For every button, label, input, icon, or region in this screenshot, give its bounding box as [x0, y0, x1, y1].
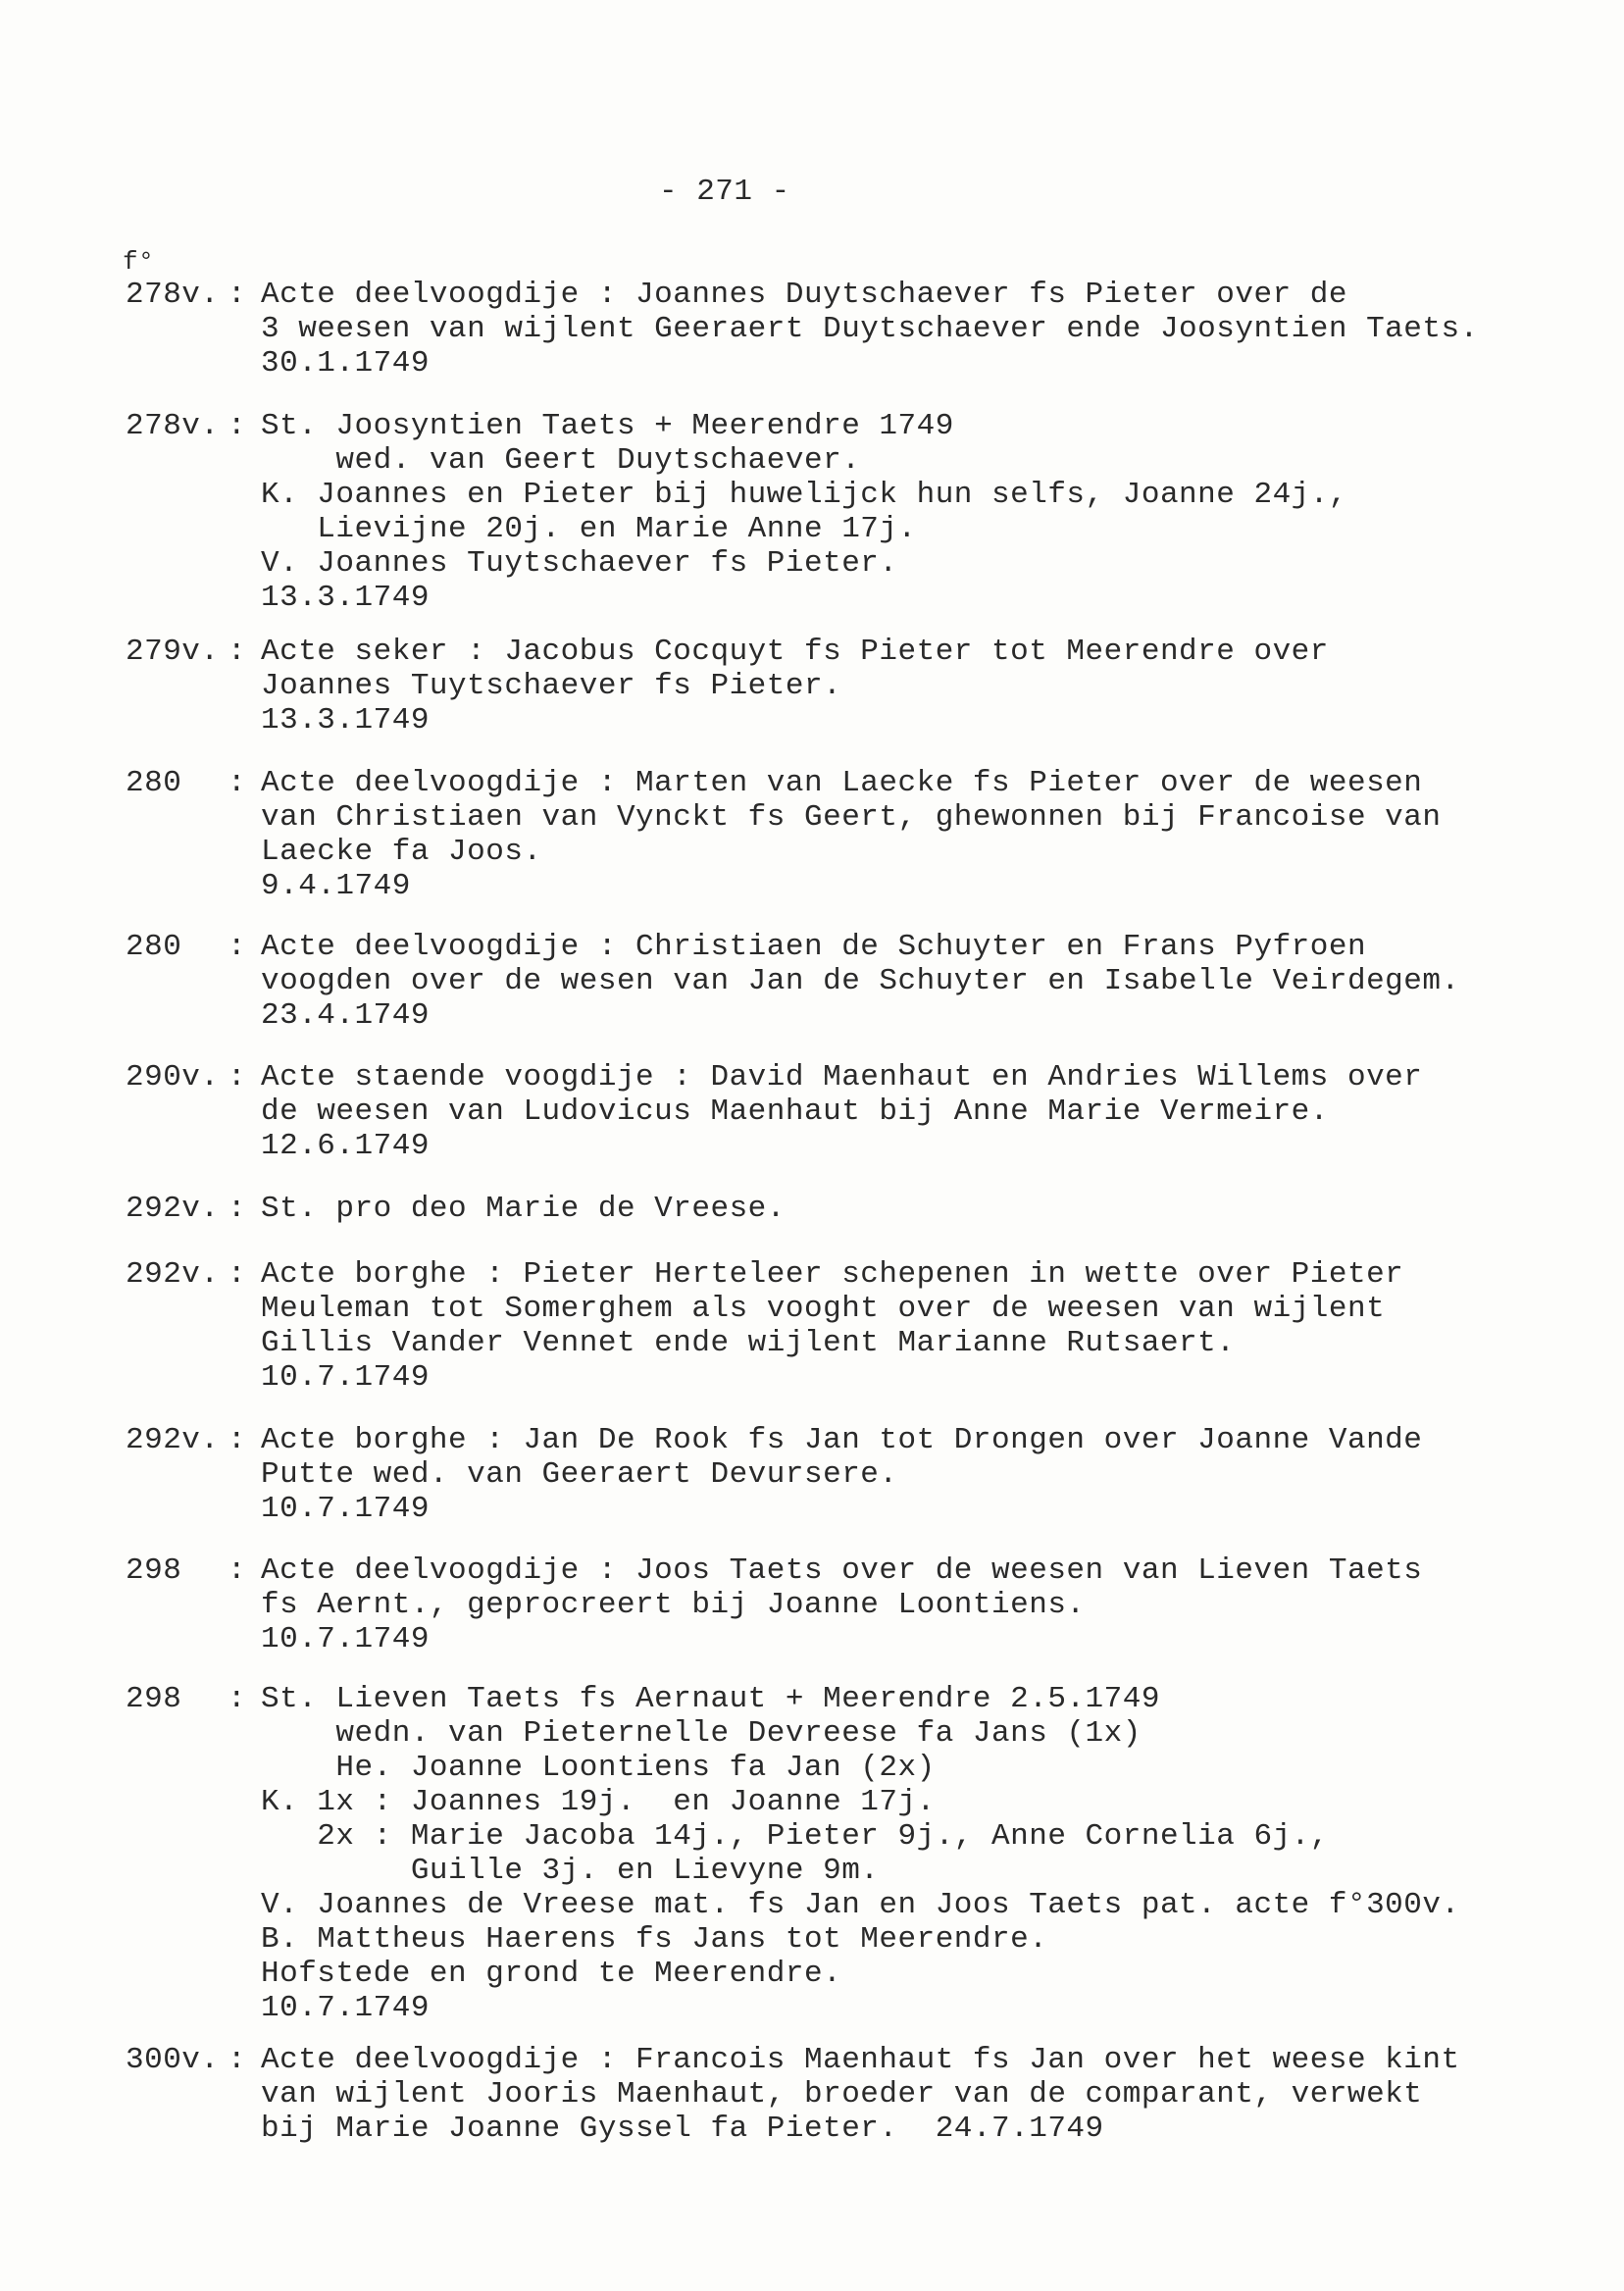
entry-line: Acte deelvoogdije : Christiaen de Schuyter en Frans Pyfroen	[261, 930, 1367, 964]
entry-text	[261, 409, 1614, 615]
entry-line: 13.3.1749	[261, 581, 430, 615]
entry-line: St. Lieven Taets fs Aernaut + Meerendre 2.5.1749	[261, 1682, 1160, 1716]
entry-text	[261, 766, 1614, 903]
entry-line: Guille 3j. en Lievyne 9m.	[261, 1854, 880, 1888]
entry-folio: 290v.	[126, 1060, 220, 1095]
entry-line: Acte deelvoogdije : Marten van Laecke fs Pieter over de weesen	[261, 766, 1423, 800]
entry-text	[261, 1257, 1614, 1395]
entry-line: de weesen van Ludovicus Maenhaut bij Anne Marie Vermeire.	[261, 1095, 1329, 1129]
entry-line: He. Joanne Loontiens fa Jan (2x)	[261, 1751, 936, 1785]
entry-line: van Christiaen van Vynckt fs Geert, ghewonnen bij Francoise van	[261, 800, 1442, 835]
entry-text	[261, 635, 1614, 738]
entry-separator: :	[228, 930, 247, 964]
entry-line: Gillis Vander Vennet ende wijlent Marianne Rutsaert.	[261, 1326, 1236, 1360]
entry-line: 13.3.1749	[261, 703, 430, 738]
entry-line: 10.7.1749	[261, 1492, 430, 1526]
entry-line: fs Aernt., geprocreert bij Joanne Loontiens.	[261, 1588, 1086, 1622]
entry-separator: :	[228, 409, 247, 443]
entry-line: V. Joannes Tuytschaever fs Pieter.	[261, 546, 898, 581]
entry-line: wed. van Geert Duytschaever.	[261, 443, 861, 478]
entry-folio: 292v.	[126, 1423, 220, 1457]
entry-line: Acte deelvoogdije : Francois Maenhaut fs Jan over het weese kint	[261, 2043, 1460, 2077]
entry-separator: :	[228, 1060, 247, 1095]
entry-line: V. Joannes de Vreese mat. fs Jan en Joos Taets pat. acte f°300v.	[261, 1888, 1460, 1922]
entry-text	[261, 1682, 1614, 2025]
entry-line: 2x : Marie Jacoba 14j., Pieter 9j., Anne Cornelia 6j.,	[261, 1819, 1329, 1854]
entry-text	[261, 1423, 1614, 1526]
entry-line: Joannes Tuytschaever fs Pieter.	[261, 669, 842, 703]
entry-folio: 278v.	[126, 409, 220, 443]
entry-line: Lievijne 20j. en Marie Anne 17j.	[261, 512, 917, 546]
entry-folio: 298	[126, 1553, 182, 1588]
entry-line: Acte deelvoogdije : Joannes Duytschaever fs Pieter over de	[261, 278, 1347, 312]
entry-folio: 298	[126, 1682, 182, 1716]
entry-line: K. 1x : Joannes 19j. en Joanne 17j.	[261, 1785, 936, 1819]
entry-line: 10.7.1749	[261, 1360, 430, 1395]
entry-separator: :	[228, 635, 247, 669]
entry-separator: :	[228, 1192, 247, 1226]
entry-line: Acte deelvoogdije : Joos Taets over de weesen van Lieven Taets	[261, 1553, 1423, 1588]
entry-line: Putte wed. van Geeraert Devursere.	[261, 1457, 898, 1492]
entry-separator: :	[228, 2043, 247, 2077]
entry-line: 9.4.1749	[261, 869, 411, 903]
entry-text	[261, 1060, 1614, 1163]
entry-folio: 292v.	[126, 1257, 220, 1292]
entry-line: 30.1.1749	[261, 346, 430, 381]
entry-line: Acte staende voogdije : David Maenhaut en Andries Willems over	[261, 1060, 1423, 1095]
entry-line: 23.4.1749	[261, 998, 430, 1033]
entry-folio: 300v.	[126, 2043, 220, 2077]
entry-line: 12.6.1749	[261, 1129, 430, 1163]
entry-separator: :	[228, 1423, 247, 1457]
entry-separator: :	[228, 278, 247, 312]
entry-folio: 279v.	[126, 635, 220, 669]
entry-line: bij Marie Joanne Gyssel fa Pieter. 24.7.1749	[261, 2112, 1104, 2146]
entry-separator: :	[228, 766, 247, 800]
entry-folio: 280	[126, 930, 182, 964]
entry-folio: 278v.	[126, 278, 220, 312]
entry-line: Acte borghe : Pieter Herteleer schepenen in wette over Pieter	[261, 1257, 1404, 1292]
entry-line: Acte borghe : Jan De Rook fs Jan tot Drongen over Joanne Vande	[261, 1423, 1423, 1457]
entry-text	[261, 1553, 1614, 1656]
entry-line: Laecke fa Joos.	[261, 835, 542, 869]
entry-folio: 280	[126, 766, 182, 800]
entry-line: St. pro deo Marie de Vreese.	[261, 1192, 786, 1226]
entry-text	[261, 278, 1614, 381]
entry-line: 10.7.1749	[261, 1991, 430, 2025]
entry-text	[261, 2043, 1614, 2146]
folio-header: f°	[123, 247, 155, 277]
entry-line: B. Mattheus Haerens fs Jans tot Meerendre.	[261, 1922, 1048, 1957]
entry-separator: :	[228, 1257, 247, 1292]
entry-line: Meuleman tot Somerghem als vooght over de weesen van wijlent	[261, 1292, 1386, 1326]
entry-line: K. Joannes en Pieter bij huwelijck hun selfs, Joanne 24j.,	[261, 478, 1347, 512]
entry-line: 3 weesen van wijlent Geeraert Duytschaever ende Joosyntien Taets.	[261, 312, 1479, 346]
entry-line: 10.7.1749	[261, 1622, 430, 1656]
entry-text	[261, 1192, 1614, 1226]
page-number: - 271 -	[659, 175, 790, 209]
entry-separator: :	[228, 1682, 247, 1716]
entry-line: wedn. van Pieternelle Devreese fa Jans (1x)	[261, 1716, 1142, 1751]
entry-line: van wijlent Jooris Maenhaut, broeder van de comparant, verwekt	[261, 2077, 1423, 2112]
entry-separator: :	[228, 1553, 247, 1588]
entry-line: voogden over de wesen van Jan de Schuyter en Isabelle Veirdegem.	[261, 964, 1460, 998]
entry-line: Hofstede en grond te Meerendre.	[261, 1957, 842, 1991]
entry-text	[261, 930, 1614, 1033]
entry-folio: 292v.	[126, 1192, 220, 1226]
entry-line: St. Joosyntien Taets + Meerendre 1749	[261, 409, 954, 443]
entry-line: Acte seker : Jacobus Cocquyt fs Pieter tot Meerendre over	[261, 635, 1329, 669]
